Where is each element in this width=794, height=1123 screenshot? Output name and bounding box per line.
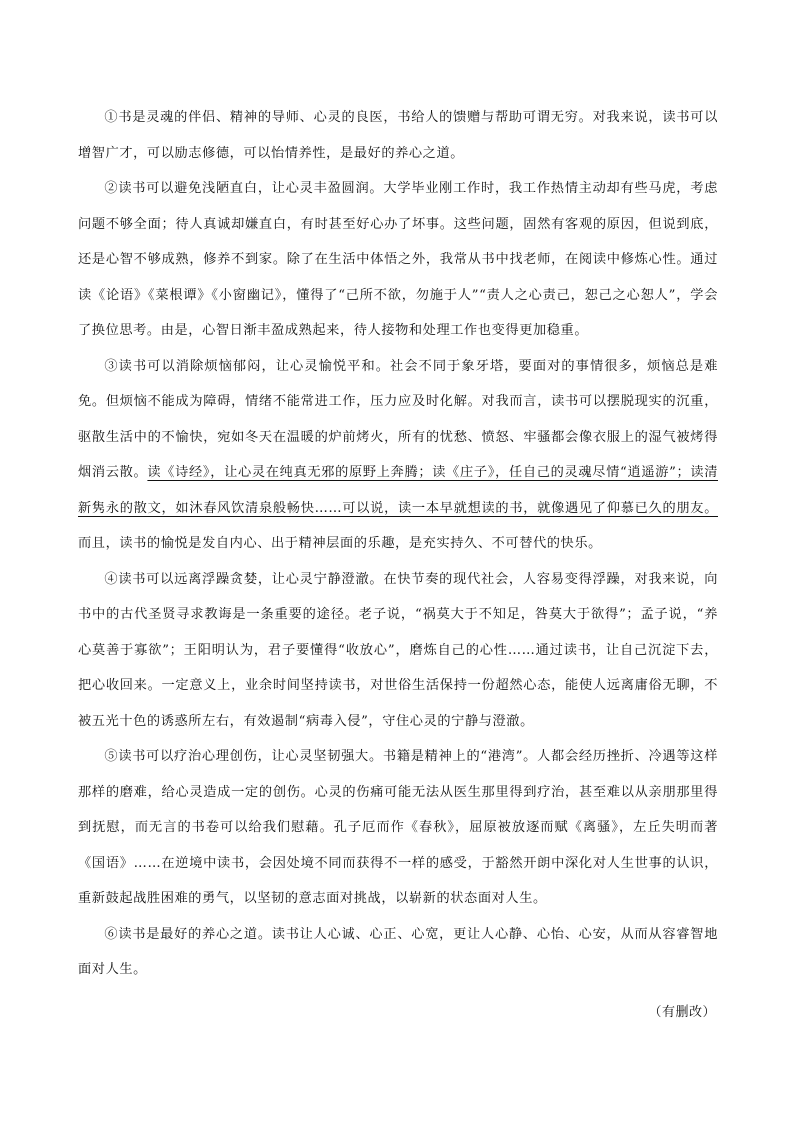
paragraph-5: ⑤读书可以疗治心理创伤，让心灵坚韧强大。书籍是精神上的“港湾”。人都会经历挫折、冷遇等这样那样的磨难，给心灵造成一定的创伤。心灵的伤痛可能无法从医生那里得到疗治，甚至难以从亲朋那里得到抚慰，而无言的书卷可以给我们慰藉。孔子厄而作《春秋》，屈原被放逐而赋《离骚》，左丘失明而著《国语》……在逆境中读书，会因处境不同而获得不一样的感受，于豁然开朗中深化对人生世事的认识，重新鼓起战胜困难的勇气，以坚韧的意志面对挑战，以崭新的状态面对人生。 bbox=[78, 749, 718, 906]
paragraph-3-end: 而且，读书的愉悦是发自内心、出于精神层面的乐趣，是充实持久、不可替代的快乐。 bbox=[78, 536, 602, 551]
paragraph-6: ⑥读书是最好的养心之道。读书让人心诚、心正、心宽，更让人心静、心怡、心安，从而从容睿智地面对人生。 bbox=[78, 926, 718, 977]
edit-note: （有删改） bbox=[648, 1005, 716, 1020]
article-body bbox=[78, 100, 718, 988]
paragraph-3 bbox=[78, 349, 718, 562]
paragraph-4: ④读书可以远离浮躁贪婪，让心灵宁静澄澈。在快节奏的现代社会，人容易变得浮躁，对我来说，向书中的古代圣贤寻求教诲是一条重要的途径。老子说，“祸莫大于不知足，咎莫大于欲得”；孟子说，“养心莫善于寡欲”；王阳明认为，君子要懂得“收放心”，磨炼自己的心性……通过读书，让自己沉淀下去，把心收回来。一定意义上，业余时间坚持读书，对世俗生活保持一份超然心态，能使人远离庸俗无聊，不被五光十色的诱惑所左右，有效遏制“病毒入侵”，守住心灵的宁静与澄澈。 bbox=[78, 571, 718, 729]
paragraph-1: ①书是灵魂的伴侣、精神的导师、心灵的良医，书给人的馈赠与帮助可谓无穷。对我来说，读书可以增智广才，可以励志修德，可以怡情养性，是最好的养心之道。 bbox=[78, 110, 718, 161]
paragraph-2: ②读书可以避免浅陋直白，让心灵丰盈圆润。大学毕业刚工作时，我工作热情主动却有些马虎，考虑问题不够全面；待人真诚却嫌直白，有时甚至好心办了坏事。这些问题，固然有客观的原因，但说到底，还是心智不够成熟，修养不到家。除了在生活中体悟之外，我常从书中找老师，在阅读中修炼心性。通过读《论语》《菜根谭》《小窗幽记》，懂得了“己所不欲，勿施于人”“责人之心责己，恕己之心恕人”，学会了换位思考。由是，心智日渐丰盈成熟起来，待人接物和处理工作也变得更加稳重。 bbox=[78, 181, 718, 338]
underlined-sentence: 读《诗经》，让心灵在纯真无邪的原野上奔腾；读《庄子》，任自己的灵魂尽情“逍遥游”；读清新隽永的散文，如沐春风饮清泉般畅快……可以说，读一本早就想读的书，就像遇见了仰慕已久的朋友。 bbox=[78, 465, 718, 516]
paragraph-3-intro: ③读书可以消除烦恼郁闷，让心灵愉悦平和。社会不同于象牙塔，要面对的事情很多，烦恼总是难免。但烦恼不能成为障碍，情绪不能常进工作，压力应及时化解。对我而言，读书可以摆脱现实的沉重，驱散生活中的不愉快，宛如冬天在温暖的炉前烤火，所有的忧愁、愤怒、牢骚都会像衣服上的湿气被烤得烟消云散。 bbox=[78, 358, 718, 480]
